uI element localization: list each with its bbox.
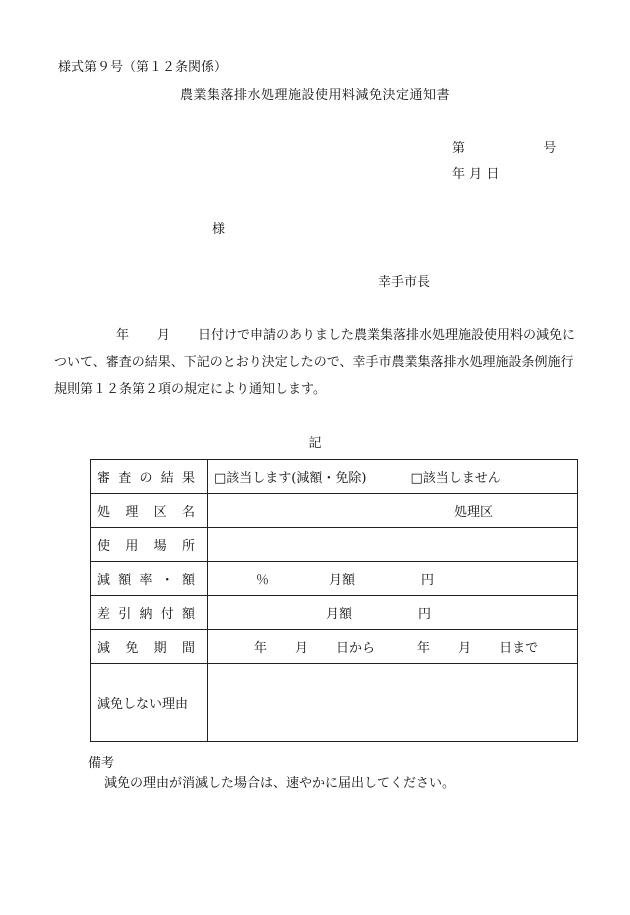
- row-label-area: 処 理 区 名: [91, 494, 208, 528]
- area-cell[interactable]: [208, 494, 578, 528]
- reason-cell[interactable]: [208, 664, 578, 742]
- row-label-reduction-rate: 減 額 率 ・ 額: [91, 562, 208, 596]
- percent-unit: ％: [256, 573, 270, 588]
- row-label-period: 減 免 期 間: [91, 630, 208, 664]
- document-date-line: [452, 163, 499, 182]
- period-day-from: 日から: [336, 641, 376, 656]
- checkbox-applicable[interactable]: □該当します(減額・免除): [214, 471, 367, 486]
- body-month: 月: [157, 328, 171, 343]
- net-payment-cell[interactable]: [208, 596, 578, 630]
- issuer: 幸手市長: [378, 275, 431, 290]
- monthly-amount-label: 月額: [326, 607, 353, 622]
- period-year-to: 年: [417, 641, 431, 656]
- location-cell[interactable]: [208, 528, 578, 562]
- date-month: 月: [469, 167, 483, 182]
- row-label-reason: 減免しない理由: [91, 664, 208, 742]
- reduction-cell[interactable]: [208, 562, 578, 596]
- period-month-to: 月: [458, 641, 472, 656]
- table-row: [91, 562, 578, 596]
- form-number: 様式第９号（第１２条関係）: [58, 60, 228, 75]
- table-row: [91, 528, 578, 562]
- table-row: [91, 494, 578, 528]
- period-cell[interactable]: [208, 630, 578, 664]
- table-row: [91, 460, 578, 494]
- checkbox-not-applicable[interactable]: □該当しません: [410, 471, 501, 486]
- body-paragraph: 日付けで申請のありました農業集落排水処理施設使用料の減免について、審査の結果、下記のとおり決定したので、幸手市農業集落排水処理施設条例施行規則第１２条第２項の規定により通知します。: [54, 328, 576, 397]
- details-table: [90, 459, 578, 742]
- note-heading: 備考: [88, 756, 115, 771]
- note-text: 減免の理由が消滅した場合は、速やかに届出してください。: [104, 776, 456, 791]
- body-year: 年: [116, 328, 130, 343]
- document-title: 農業集落排水処理施設使用料減免決定通知書: [179, 88, 450, 103]
- ki-heading: 記: [308, 436, 322, 451]
- result-cell: [208, 460, 578, 494]
- body-text: [54, 322, 584, 403]
- row-label-net-payment: 差 引 納 付 額: [91, 596, 208, 630]
- number-suffix: 号: [543, 141, 557, 156]
- area-suffix: 処理区: [454, 505, 494, 520]
- yen-unit: 円: [418, 607, 432, 622]
- table-row: [91, 596, 578, 630]
- addressee: 様: [212, 222, 226, 237]
- date-day: 日: [486, 167, 500, 182]
- period-year-from: 年: [254, 641, 268, 656]
- row-label-location: 使 用 場 所: [91, 528, 208, 562]
- date-year: 年: [452, 167, 466, 182]
- period-day-to: 日まで: [499, 641, 539, 656]
- table-row: [91, 664, 578, 742]
- document-number-line: [452, 137, 556, 156]
- table-row: [91, 630, 578, 664]
- number-prefix: 第: [452, 141, 466, 156]
- period-month-from: 月: [295, 641, 309, 656]
- monthly-amount-label: 月額: [329, 573, 356, 588]
- yen-unit: 円: [421, 573, 435, 588]
- row-label-result: 審 査 の 結 果: [91, 460, 208, 494]
